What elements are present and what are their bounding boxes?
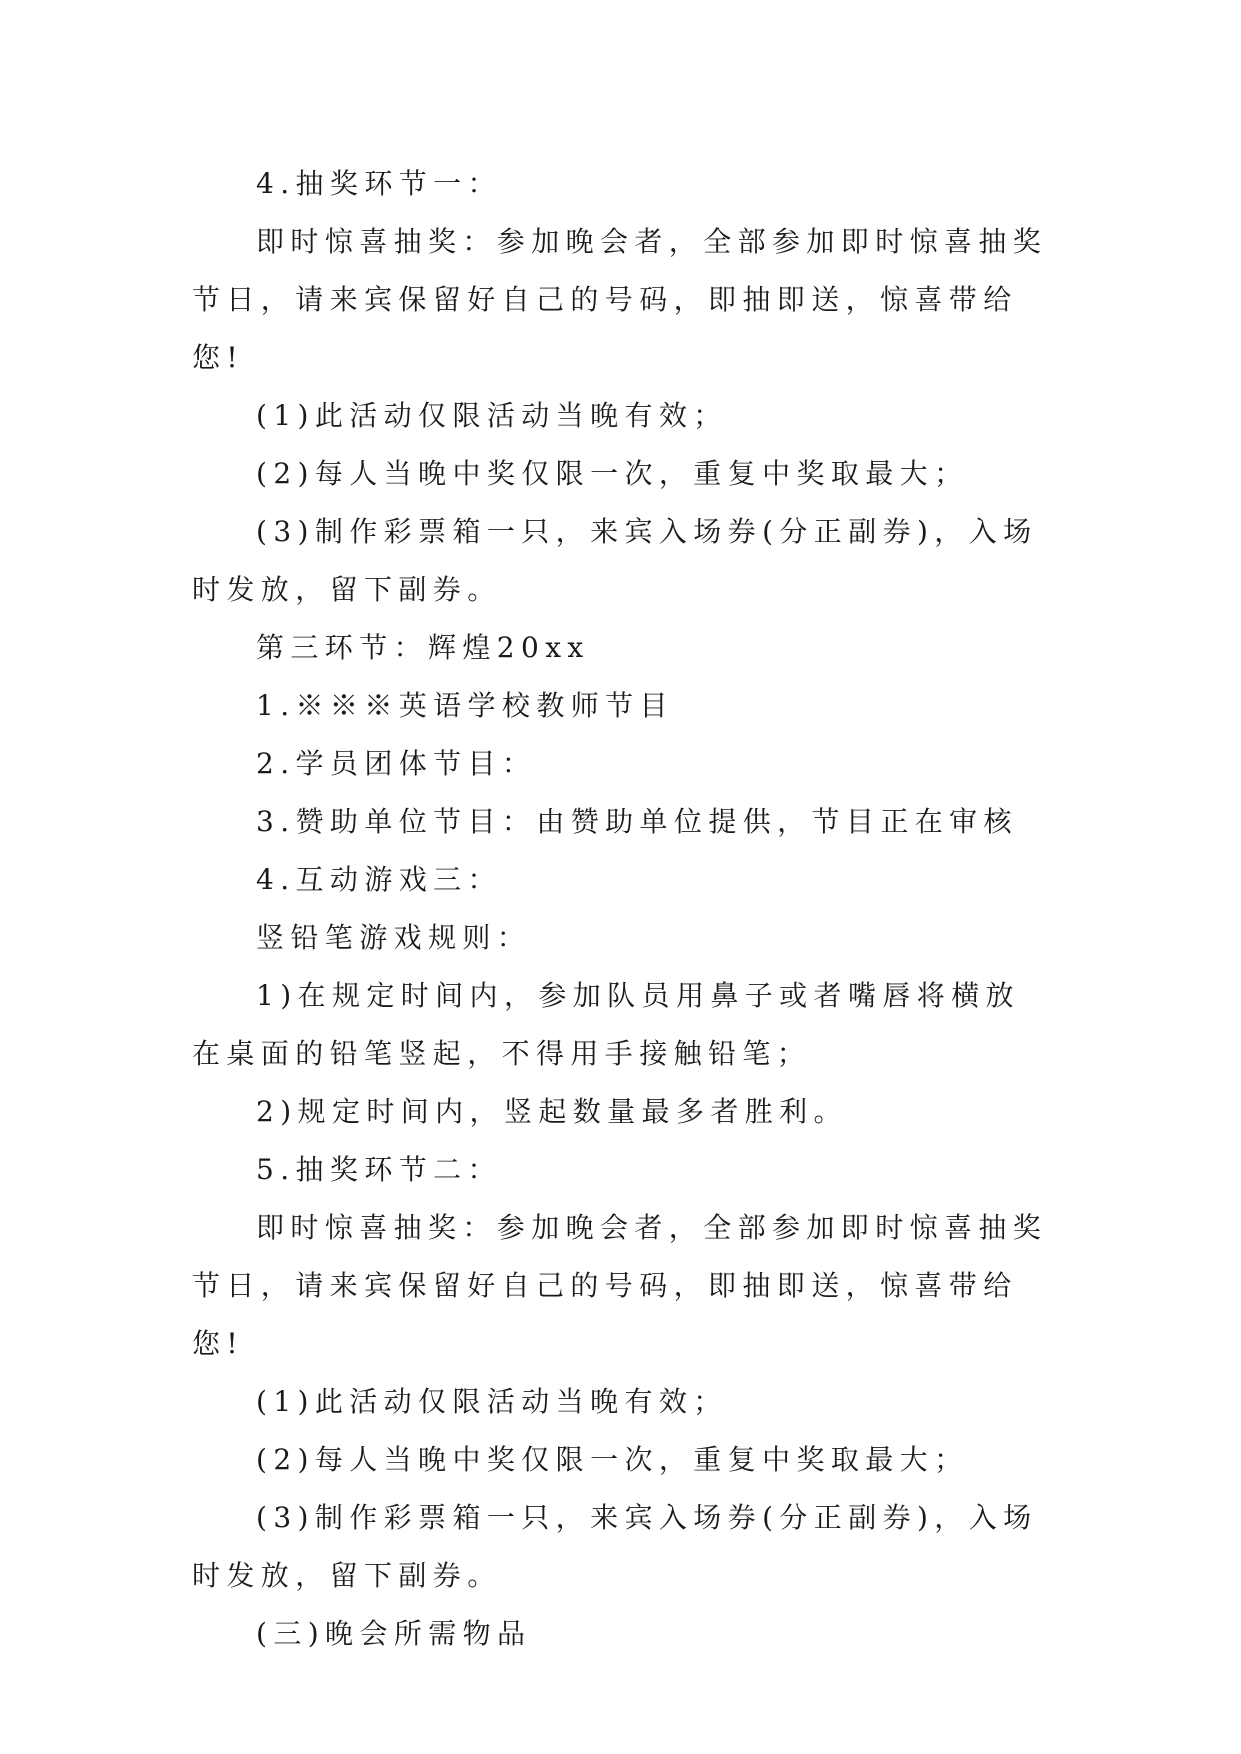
game-rule-2: 2)规定时间内，竖起数量最多者胜利。: [256, 1095, 848, 1128]
paragraph-lottery-1-heading: 4.抽奖环节一：: [256, 167, 502, 200]
paragraph-lottery-2-rule-3: (3)制作彩票箱一只，来宾入场券(分正副券)，入场时发放，留下副券。: [192, 1501, 1038, 1592]
program-item-2: 2.学员团体节目：: [256, 747, 537, 780]
program-item-3: 3.赞助单位节目：由赞助单位提供，节目正在审核: [256, 805, 1018, 838]
paragraph-lottery-1-rule-2: (2)每人当晚中奖仅限一次，重复中奖取最大；: [256, 457, 969, 490]
document-body: [192, 155, 1052, 1663]
section-heading-supplies: (三)晚会所需物品: [256, 1617, 532, 1650]
paragraph-lottery-1-rule-1: (1)此活动仅限活动当晚有效；: [256, 399, 728, 432]
section-heading-part-3: 第三环节：辉煌20xx: [256, 631, 590, 664]
game-rule-1: 1)在规定时间内，参加队员用鼻子或者嘴唇将横放在桌面的铅笔竖起，不得用手接触铅笔；: [192, 979, 1020, 1070]
paragraph-lottery-2-rule-1: (1)此活动仅限活动当晚有效；: [256, 1385, 728, 1418]
paragraph-lottery-1-description: 即时惊喜抽奖：参加晚会者，全部参加即时惊喜抽奖节日，请来宾保留好自己的号码，即抽即送，惊喜带给您!: [192, 225, 1048, 374]
program-item-1: 1.※※※英语学校教师节目: [256, 689, 674, 722]
paragraph-lottery-2-rule-2: (2)每人当晚中奖仅限一次，重复中奖取最大；: [256, 1443, 969, 1476]
paragraph-lottery-1-rule-3: (3)制作彩票箱一只，来宾入场券(分正副券)，入场时发放，留下副券。: [192, 515, 1038, 606]
paragraph-lottery-2-description: 即时惊喜抽奖：参加晚会者，全部参加即时惊喜抽奖节日，请来宾保留好自己的号码，即抽即送，惊喜带给您!: [192, 1211, 1048, 1360]
game-rules-heading: 竖铅笔游戏规则：: [256, 921, 532, 954]
program-item-4: 4.互动游戏三：: [256, 863, 502, 896]
paragraph-lottery-2-heading: 5.抽奖环节二：: [256, 1153, 502, 1186]
